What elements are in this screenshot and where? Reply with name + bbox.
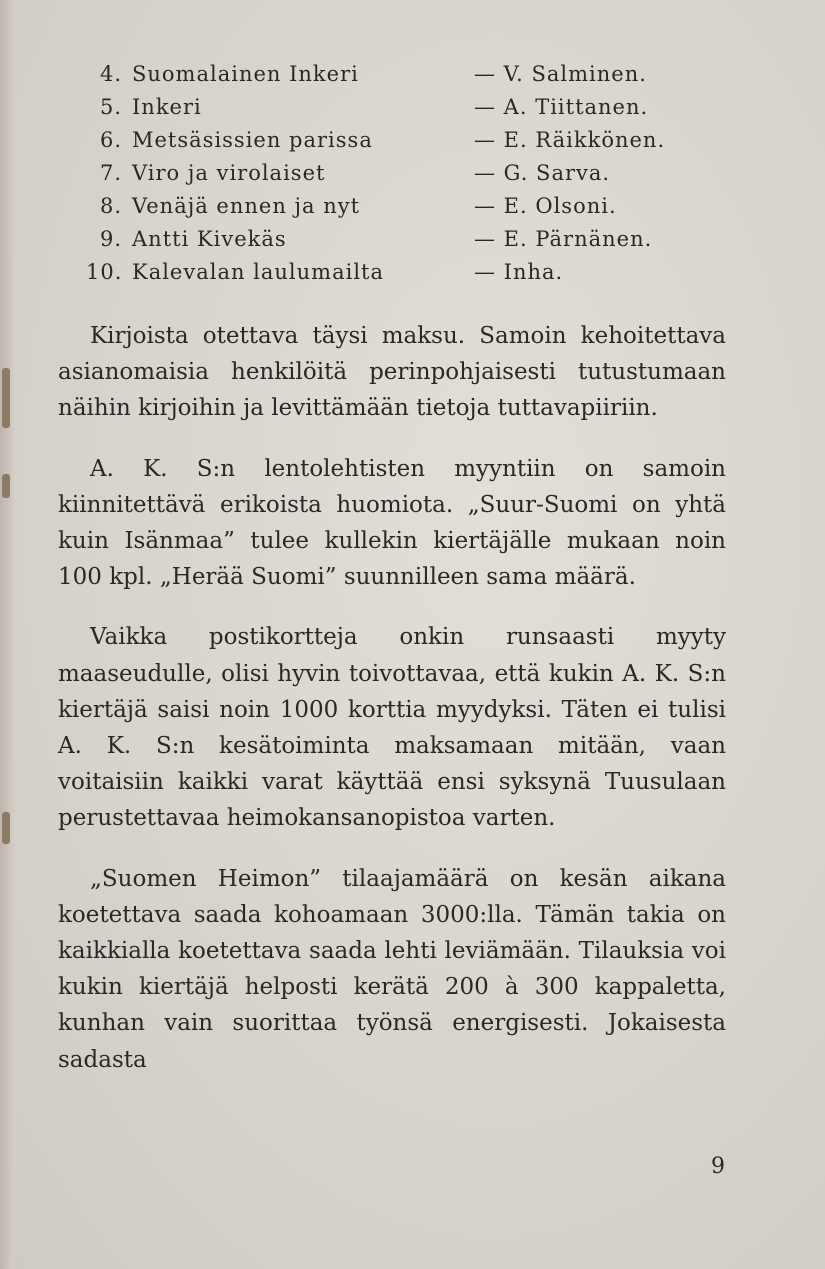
paragraph: A. K. S:n lentolehtisten myyntiin on samoin kiinnitettävä erikoista huomiota. „Suur-Suomi on yhtä kuin Isänmaa” tulee kullekin kiertäjälle mukaan noin 100 kpl. „Herää Suomi” suunnilleen sama määrä. (58, 455, 726, 591)
contents-item-author: — E. Olsoni. (474, 194, 617, 218)
body-text (58, 318, 726, 1102)
contents-list (86, 58, 726, 289)
contents-item-title: Kalevalan laulumailta (132, 260, 384, 284)
contents-item-title: Venäjä ennen ja nyt (132, 194, 361, 218)
page-number: 9 (711, 1154, 725, 1179)
contents-item-title: Antti Kivekäs (132, 227, 287, 251)
contents-item-number: 6. (99, 128, 122, 152)
paragraph: Vaikka postikortteja onkin runsaasti myyty maaseudulle, olisi hyvin toivottavaa, että kukin A. K. S:n kiertäjä saisi noin 1000 korttia myydyksi. Täten ei tulisi A. K. S:n kesätoiminta maksamaan mitään, vaan voitaisiin kaikki varat käyttää ensi syksynä Tuusulaan perustettavaa heimokansanopistoa varten. (58, 624, 726, 832)
contents-item-author: — Inha. (474, 260, 564, 284)
contents-item (86, 256, 726, 289)
contents-item-author: — V. Salminen. (474, 62, 647, 86)
contents-item-title: Metsäsissien parissa (132, 128, 373, 152)
contents-item-author: — E. Räikkönen. (474, 128, 666, 152)
paragraph: Kirjoista otettava täysi maksu. Samoin kehoitettava asianomaisia henkilöitä perinpohjaisesti tutustumaan näihin kirjoihin ja levittämään tietoja tuttavapiiriin. (58, 323, 726, 422)
contents-item (86, 91, 726, 124)
contents-item-number: 7. (99, 161, 122, 185)
edge-stain (2, 474, 10, 498)
contents-item (86, 190, 726, 223)
contents-item (86, 124, 726, 157)
contents-item-number: 4. (99, 62, 122, 86)
edge-stain (2, 812, 10, 844)
contents-item-title: Inkeri (132, 95, 202, 119)
page-left-edge (0, 0, 14, 1269)
contents-item-title: Suomalainen Inkeri (132, 62, 359, 86)
contents-item-number: 8. (99, 194, 122, 218)
paragraph: „Suomen Heimon” tilaajamäärä on kesän aikana koetettava saada kohoamaan 3000:lla. Tämän takia on kaikkialla koetettava saada lehti leviämään. Tilauksia voi kukin kiertäjä helposti kerätä 200 à 300 kappaletta, kunhan vain suorittaa työnsä energisesti. Jokaisesta sadasta (58, 865, 726, 1073)
contents-item (86, 58, 726, 91)
edge-stain (2, 368, 10, 428)
contents-item (86, 157, 726, 190)
contents-item-author: — E. Pärnänen. (474, 227, 653, 251)
contents-item-title: Viro ja virolaiset (132, 161, 326, 185)
contents-item-author: — A. Tiittanen. (474, 95, 649, 119)
contents-item-author: — G. Sarva. (474, 161, 611, 185)
contents-item (86, 223, 726, 256)
contents-item-number: 5. (99, 95, 122, 119)
contents-item-number: 9. (99, 227, 122, 251)
contents-item-number: 10. (86, 260, 123, 284)
